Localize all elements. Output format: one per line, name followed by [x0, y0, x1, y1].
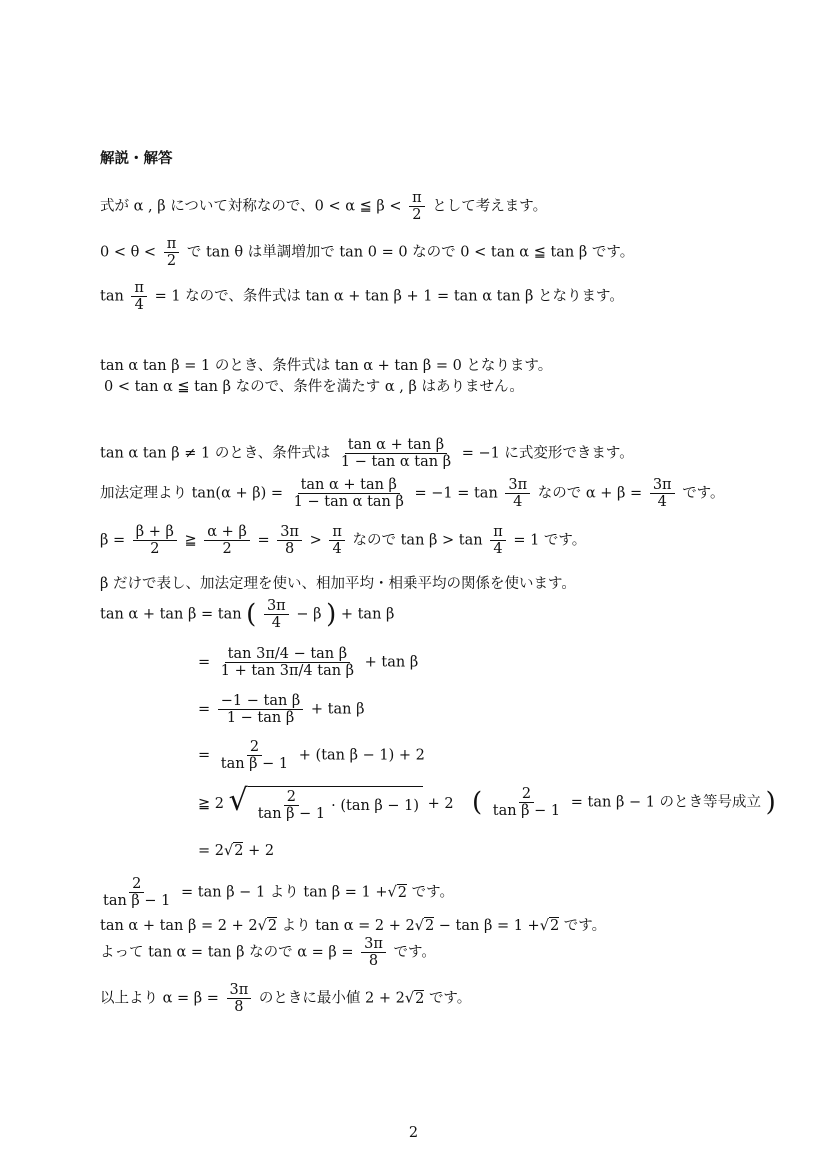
text-line-equality: $\frac{2}{\text{tan β − 1}}$ = tan β − 1 より tan β = 1 +√2 です。	[100, 876, 454, 909]
text: 式が α , β について対称なので、0 < α ≦ β <	[100, 198, 402, 215]
equation-line-4: = $\frac{2}{\text{tan β − 1}}$ + (tan β − 1) + 2	[198, 739, 425, 772]
fraction-tan-sum: $\frac{\text{tan α + tan β}}{\text{1 − tan α tan β}}$	[293, 477, 404, 510]
fraction-pi-over-4: $\frac{\pi}{4}$	[329, 524, 345, 557]
fraction-3pi-over-8: $\frac{3\pi}{8}$	[277, 524, 302, 557]
fraction-3pi-over-4: $\frac{3\pi}{4}$	[505, 477, 530, 510]
text-line-condition: tan $\frac{\pi}{4}$ = 1 なので、条件式は tan α + tan β + 1 = tan α tan β となります。	[100, 280, 624, 313]
page-number: 2	[408, 1125, 419, 1141]
sqrt-2: 2	[234, 843, 244, 859]
fraction-beta-sum-over-2: $\frac{\beta + \beta}{2}$	[133, 524, 177, 557]
equation-line-6: = 2√2 + 2	[198, 843, 275, 859]
fraction-3pi-over-4: $\frac{3\pi}{4}$	[264, 598, 289, 631]
text-line-case1: tan α tan β = 1 のとき、条件式は tan α + tan β = 0 となります。	[100, 358, 553, 374]
equation-line-5-amgm: ≧ 2 √ $\frac{2}{\text{tan β − 1}}$ · (tan β − 1) + 2	[198, 783, 454, 822]
fraction-pi-over-2: $\frac{\pi}{2}$	[164, 236, 180, 269]
fraction-2-over-tanb-minus-1: $\frac{2}{\text{tan β − 1}}$	[492, 786, 561, 819]
text: として考えます。	[432, 198, 548, 215]
text-line-method: β だけで表し、加法定理を使い、相加平均・相乗平均の関係を使います。	[100, 576, 576, 592]
fraction-pi-over-2: $\frac{\pi}{2}$	[409, 190, 425, 223]
text-line-symmetry	[100, 190, 547, 223]
text-line-conclusion: 以上より α = β = $\frac{3\pi}{8}$ のときに最小値 2 + 2√2 です。	[100, 982, 472, 1015]
text-line-addition-theorem: 加法定理より tan(α + β) = $\frac{\text{tan α + tan β}}{\text{1 − tan α tan β}}$ = −1 = tan $\frac{3\pi}{4}$ なので α + β = $\frac{3\pi}{4}$ です。	[100, 477, 725, 510]
text-line-beta-bound: β = $\frac{\beta + \beta}{2}$ ≧ $\frac{\alpha + \beta}{2}$ = $\frac{3\pi}{8}$ > $\frac{\pi}{4}$ なので tan β > tan $\frac{\pi}{4}$ = 1 です。	[100, 524, 587, 557]
equation-line-2: = $\frac{\text{tan 3π/4 − tan β}}{\text{1 + tan 3π/4 tan β}}$ + tan β	[198, 646, 419, 679]
fraction-2-over-tanb-minus-1: $\frac{2}{\text{tan β − 1}}$	[220, 739, 289, 772]
fraction-2-over-tanb-minus-1: $\frac{2}{\text{tan β − 1}}$	[257, 789, 326, 822]
text-line-monotonic: 0 < θ < $\frac{\pi}{2}$ で tan θ は単調増加で tan 0 = 0 なので 0 < tan α ≦ tan β です。	[100, 236, 635, 269]
equation-line-3: = $\frac{\text{−1 − tan β}}{\text{1 − tan β}}$ + tan β	[198, 693, 365, 726]
fraction-3pi-over-8: $\frac{3\pi}{8}$	[361, 936, 386, 969]
text-line-alpha-equals-beta: よって tan α = tan β なので α = β = $\frac{3\pi}{8}$ です。	[100, 936, 436, 969]
equation-line-1: tan α + tan β = tan ( $\frac{3\pi}{4}$ − β ) + tan β	[100, 598, 395, 631]
fraction-pi-over-4: $\frac{\pi}{4}$	[490, 524, 506, 557]
text-line-case2: tan α tan β ≠ 1 のとき、条件式は $\frac{\text{tan α + tan β}}{\text{1 − tan α tan β}}$ = −1 に式変形できます。	[100, 437, 634, 470]
equality-condition-note: ( $\frac{2}{\text{tan β − 1}}$ = tan β − 1 のとき等号成立 )	[472, 786, 776, 819]
section-heading: 解説・解答	[100, 151, 173, 167]
fraction-tan-expression: $\frac{\text{tan 3π/4 − tan β}}{\text{1 + tan 3π/4 tan β}}$	[220, 646, 355, 679]
fraction-3pi-over-4: $\frac{3\pi}{4}$	[650, 477, 675, 510]
fraction-tan-sum: $\frac{\text{tan α + tan β}}{\text{1 − tan α tan β}}$	[340, 437, 452, 470]
fraction-alpha-beta-over-2: $\frac{\alpha + \beta}{2}$	[204, 524, 250, 557]
fraction-simplified: $\frac{\text{−1 − tan β}}{\text{1 − tan β}}$	[218, 693, 304, 726]
fraction-2-over-tanb-minus-1: $\frac{2}{\text{tan β − 1}}$	[103, 876, 171, 909]
square-root: √ $\frac{2}{\text{tan β − 1}}$ · (tan β − 1)	[229, 786, 423, 822]
fraction-pi-over-4: $\frac{\pi}{4}$	[131, 280, 147, 313]
fraction-3pi-over-8: $\frac{3\pi}{8}$	[227, 982, 252, 1015]
text-line-tan-alpha: tan α + tan β = 2 + 2√2 より tan α = 2 + 2√2 − tan β = 1 +√2 です。	[100, 918, 607, 934]
text-line-case1-result: 0 < tan α ≦ tan β なので、条件を満たす α , β はありません。	[104, 379, 524, 395]
